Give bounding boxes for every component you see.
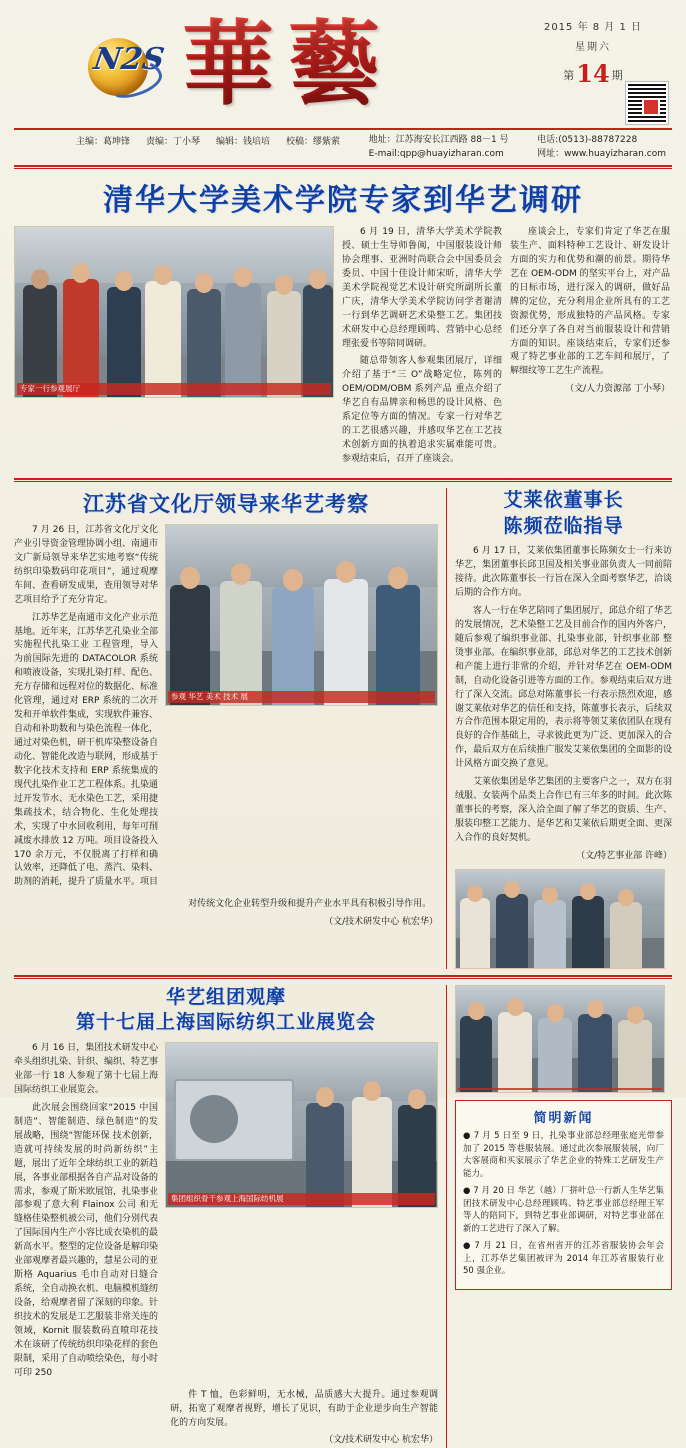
lead-story xyxy=(14,226,672,471)
lead-photo xyxy=(14,226,334,398)
brief-news-item: ● 7 月 20 日 华艺（越）厂拼叶总一行新人生华艺集团技术研发中心总经理顾鸣、特艺事业部总经理王军等人的陪同下，到特艺事业部调研，对特艺事业部在新的工艺进行了深入了解。 xyxy=(463,1185,664,1235)
lead-photo-caption: 专家一行参观展厅 xyxy=(17,383,331,395)
jiangsu-column-1 xyxy=(14,524,158,894)
editor: 编辑：钱培培 xyxy=(216,137,271,147)
logo-monogram: N2S xyxy=(91,42,167,77)
lead-divider-thin xyxy=(14,481,672,482)
issue-number: 14 xyxy=(576,59,610,88)
exhibition-headline xyxy=(14,985,438,1036)
credits-address-block xyxy=(369,134,509,161)
issue-weekday: 星期六 xyxy=(575,42,611,53)
exhibition-lower-wrap xyxy=(14,1389,438,1448)
brief-news-box xyxy=(455,1100,672,1290)
exhibition-column-1b xyxy=(14,1389,163,1448)
publication-title: 華藝 xyxy=(182,10,395,118)
ayilia-signature: （文/特艺事业部 许峰） xyxy=(576,850,672,861)
exhibition-body-wrap xyxy=(14,1042,438,1385)
credits-contact-block xyxy=(537,134,666,161)
credits-divider-thin xyxy=(14,168,672,169)
lead-paragraph-3: 座谈会上，专家们肯定了华艺在服装生产、面料特种工艺设计、研发设计方面的实力和优势和潮的前景。期待华艺在 OEM-ODM 的坚实平台上，对产品的日标市场，进行深入的调研，做好品牌的定位，充分利用企业所具有的工艺资源优势，形成独特的产品风格。专家们还分享了各自对当前服装设计和营销方面的知识。座谈结束后，专家们还参观了特艺事业部的工艺车间和展厅，了解细纹等工艺生产流程。 xyxy=(510,227,670,377)
ayilia-paragraph-1: 6 月 17 日，艾莱依集团董事长陈频女士一行来访华艺，集团董事长邱卫国及相关事业部负责人一同前陪接待。此次陈董事长一行旨在深入全面考察华艺，洽谈后期的合作方向。 xyxy=(455,546,672,599)
exhibition-signature: （文/技术研发中心 杭宏华） xyxy=(324,1435,438,1446)
lead-headline: 清华大学美术学院专家到华艺调研 xyxy=(103,183,583,218)
proofreader: 校稿：缪紫萦 xyxy=(286,137,341,147)
ayilia-paragraph-2: 客人一行在华艺陪同了集团展厅，邱总介绍了华艺的发展情况，艺术染整工艺及目前合作的国内外客户，随后参观了编织事业部、扎染事业部，针织事业部 整烫事业部。在编织事业部，邱总对华艺的工艺技术创新和产能上进行非常的介绍，并针对华艺在 OEM-ODM 制，自动化设备引进等方面的工作。参观结束后双方进行了深入交流。邱总对陈董事长一行表示热烈欢迎，感谢艾莱依对华艺的信任和支持，陈董事长表示，后续双方合作范围本限定用的，表示将等领艾莱依团队在现有良好的合作基础上，寻求彼此更为广泛、更加深入的合作，最后双方在后续推广服发艾莱依集团的全面影的设计风格方面交换了意见。 xyxy=(455,605,672,770)
story-ayilia xyxy=(446,488,672,969)
exhibition-photo-caption: 集团组织骨干参观上海国际纺机展 xyxy=(168,1193,435,1205)
phone: 电话:(0513)-88787228 xyxy=(537,135,638,145)
jiangsu-headline: 江苏省文化厅领导来华艺考察 xyxy=(83,490,369,516)
brief-photo xyxy=(455,985,665,1093)
lead-column-1 xyxy=(342,226,502,471)
ayilia-photo xyxy=(455,869,665,969)
jiangsu-lower-wrap xyxy=(14,898,438,930)
exhibition-headline-line2: 第十七届上海国际纺织工业展览会 xyxy=(75,1011,376,1034)
issue-prefix: 第 xyxy=(563,69,575,82)
masthead-info xyxy=(518,18,668,88)
bottom-section xyxy=(14,985,672,1448)
issue-date: 2015 年 8 月 1 日 xyxy=(543,22,643,33)
exhibition-paragraph-2: 此次展会围绕回家“2015 中国制造”、智能制造、绿色制造”的发展战略，围绕“智能环保 技术创新，造就可持续发展的时尚新纺织”主题，展出了近年全球纺织工业的新趋展，各事业部根据各自产品对设备的需求，参观了斯米欧展馆，扎染事业部参观了意大利 Flainox 公司 和无缝格佳染整机被公司，他们分别代表了国际国内生产小容比成衣染机的最新高水平。整型的定位设备是解印染业部观摩者最兴趣的，慧星公司的亚斯格 Aquarius 毛巾自动对日缝合系统，全自动换衣机、电脑模机缝纫设备，给观摩者留了深刻的印象。针织技术的发展是工艺服装非常关连的领域，Kornit 服装数码直喷印花技术在该研了传统纺织印染花样的套色限制，采用了自动喷绘染色，每小时可印 250 xyxy=(14,1102,159,1378)
middle-divider xyxy=(14,975,672,977)
middle-divider-thin xyxy=(14,978,672,979)
brief-news-item: ● 7 月 21 日，在省州省开的江苏省服装协会年会上，江苏华艺集团被评为 2014 年江苏省服装行业 50 强企业。 xyxy=(463,1240,664,1277)
exhibition-column-2 xyxy=(170,1389,438,1448)
brief-news-title: 简明新闻 xyxy=(533,1110,594,1126)
middle-section xyxy=(14,488,672,969)
story-exhibition xyxy=(14,985,446,1448)
jiangsu-paragraph-2: 江苏华艺是南通市文化产业示范基地。近年来，江苏华艺孔染业全部实施程代扎染工业 工程管理，导入为前国际先进的 DATACOLOR 系统和喷液设备，实现扎染打样、配色、充方存储和远程对位的数据化、标准化管理，通过对 ERP 系统的二次开发和开单软件集成，实现软件兼容、自动和补助数和与染色流程一体化，通过对染色机，研干机库染整设备自动化、智能化改造与联网，形成基于数字化技术支持和 ERP 系统集成的现代扎染作业工艺工程体系。扎染通过开发节水、无水染色工艺，采用捷集疏技术，结合物化、生化处理技术，实现了中水回收利用，每年可削减废水排放 12 万吨。项目设备投入 170 余万元，不仅脱离了打样和确认效率，还降低了电、蒸汽、染料、助剂的消耗，提升了质量水平。项目 xyxy=(14,612,159,888)
lead-column-2 xyxy=(510,226,670,471)
ayilia-headline xyxy=(455,488,672,539)
jiangsu-paragraph-3: 对传统文化企业转型升级和提升产业水平具有积极引导作用。 xyxy=(188,899,432,910)
jiangsu-right-col xyxy=(165,524,438,894)
exhibition-headline-line1: 华艺组团观摩 xyxy=(165,985,286,1008)
brief-news-item: ● 7 月 5 日至 9 日，扎染事业部总经理张庭光带参加了 2015 等巷服装展。通过此次参展服装展，向厂大客展商和买家展示了华艺企业的特殊工艺研发生产能力。 xyxy=(463,1130,664,1180)
ayilia-body xyxy=(455,545,672,864)
editor-in-chief: 主编：葛坤锋 xyxy=(76,137,131,147)
credits-staff xyxy=(20,134,340,147)
jiangsu-body-wrap xyxy=(14,524,438,894)
jiangsu-signature: （文/技术研发中心 杭宏华） xyxy=(324,917,438,928)
brief-photo-caption xyxy=(458,1088,662,1090)
website: 网址：www.huayizharan.com xyxy=(537,148,666,159)
lead-divider xyxy=(14,478,672,480)
exhibition-right-col xyxy=(165,1042,438,1385)
jiangsu-column-2 xyxy=(170,898,438,930)
executive-editor: 责编：丁小琴 xyxy=(146,137,201,147)
jiangsu-photo xyxy=(165,524,438,706)
masthead xyxy=(14,8,672,126)
address: 地址：江苏海安长江西路 88－1 号 xyxy=(368,135,509,145)
publication-logo xyxy=(88,32,166,96)
ayilia-paragraph-3: 艾莱依集团是华艺集团的主要客户之一，双方在羽绒服、女装两个品类上合作已有三年多的时间。此次陈董事长的考察，深入洽全面了解了华艺的资质、生产、服装印整工艺能力、是华艺和艾莱依后期更全面、更深入合作的良好契机。 xyxy=(455,777,672,843)
issue-suffix: 期 xyxy=(611,69,623,82)
lead-signature: （文/人力资源部 丁小琴） xyxy=(565,384,670,395)
jiangsu-paragraph-1: 7 月 26 日，江苏省文化厅文化产业引导资金管理协调小组、南通市文广新局领导来华艺实地考察“传统纺织印染数码印花项目”，通过观摩车间、查看研发成果，查用领导对华艺项目给予了充分肯定。 xyxy=(14,524,159,605)
jiangsu-photo-caption: 参观 华艺 美术 技术 展 xyxy=(168,691,435,703)
qr-code-icon[interactable] xyxy=(626,82,668,124)
exhibition-column-1 xyxy=(14,1042,158,1385)
credits-bar xyxy=(14,130,672,165)
ayilia-headline-line2: 陈频莅临指导 xyxy=(503,514,624,537)
email: E-mail:qpp@huayizharan.com xyxy=(368,148,504,159)
exhibition-photo xyxy=(165,1042,438,1208)
jiangsu-column-1b xyxy=(14,898,163,930)
exhibition-paragraph-3: 件 T 恤，色彩鲜明，无水械，品质感大大提升。通过参观调研，拓宽了观摩者视野，增长了见识，有助于企业逆步向生产智能化的方向发展。 xyxy=(170,1389,438,1428)
story-jiangsu xyxy=(14,488,446,969)
exhibition-paragraph-1: 6 月 16 日，集团技术研发中心牵头组织扎染、针织、编织、特艺事业部一行 18 人参观了第十七届上海国际纺织工业展览会。 xyxy=(14,1043,159,1095)
lead-paragraph-1: 6 月 19 日，清华大学美术学院教授、硕士生导师鲁闽，中国服装设计师协会理事、亚洲时尚联合会中国委员会委员、中国十佳设计师宋昕，清华大学美术学院视觉艺术设计研究所副所长董广庆，清华大学美术学院访问学者谢清一行到华艺调研艺术染整工艺。集团技术研发中心总经理顾鸣、营销中心总经理张爱书等陪同调研。 xyxy=(342,227,502,349)
ayilia-headline-line1: 艾莱依董事长 xyxy=(503,488,624,511)
credits-divider xyxy=(14,165,672,167)
brief-news-section xyxy=(446,985,672,1448)
lead-paragraph-2: 随总带领客人参观集团展厅，详细介绍了基于“三 O”战略定位，陈列的 OEM/ODM/OBM 系列产品 重点介绍了华艺自有品牌亲和畅思的设计风格、色系定位等方面的情况。专家一行对华艺的工艺很感兴趣，并感叹华艺在工艺技术创新方面的执着追求实属难能可贵。参观结束后，召开了座谈会。 xyxy=(342,356,502,464)
